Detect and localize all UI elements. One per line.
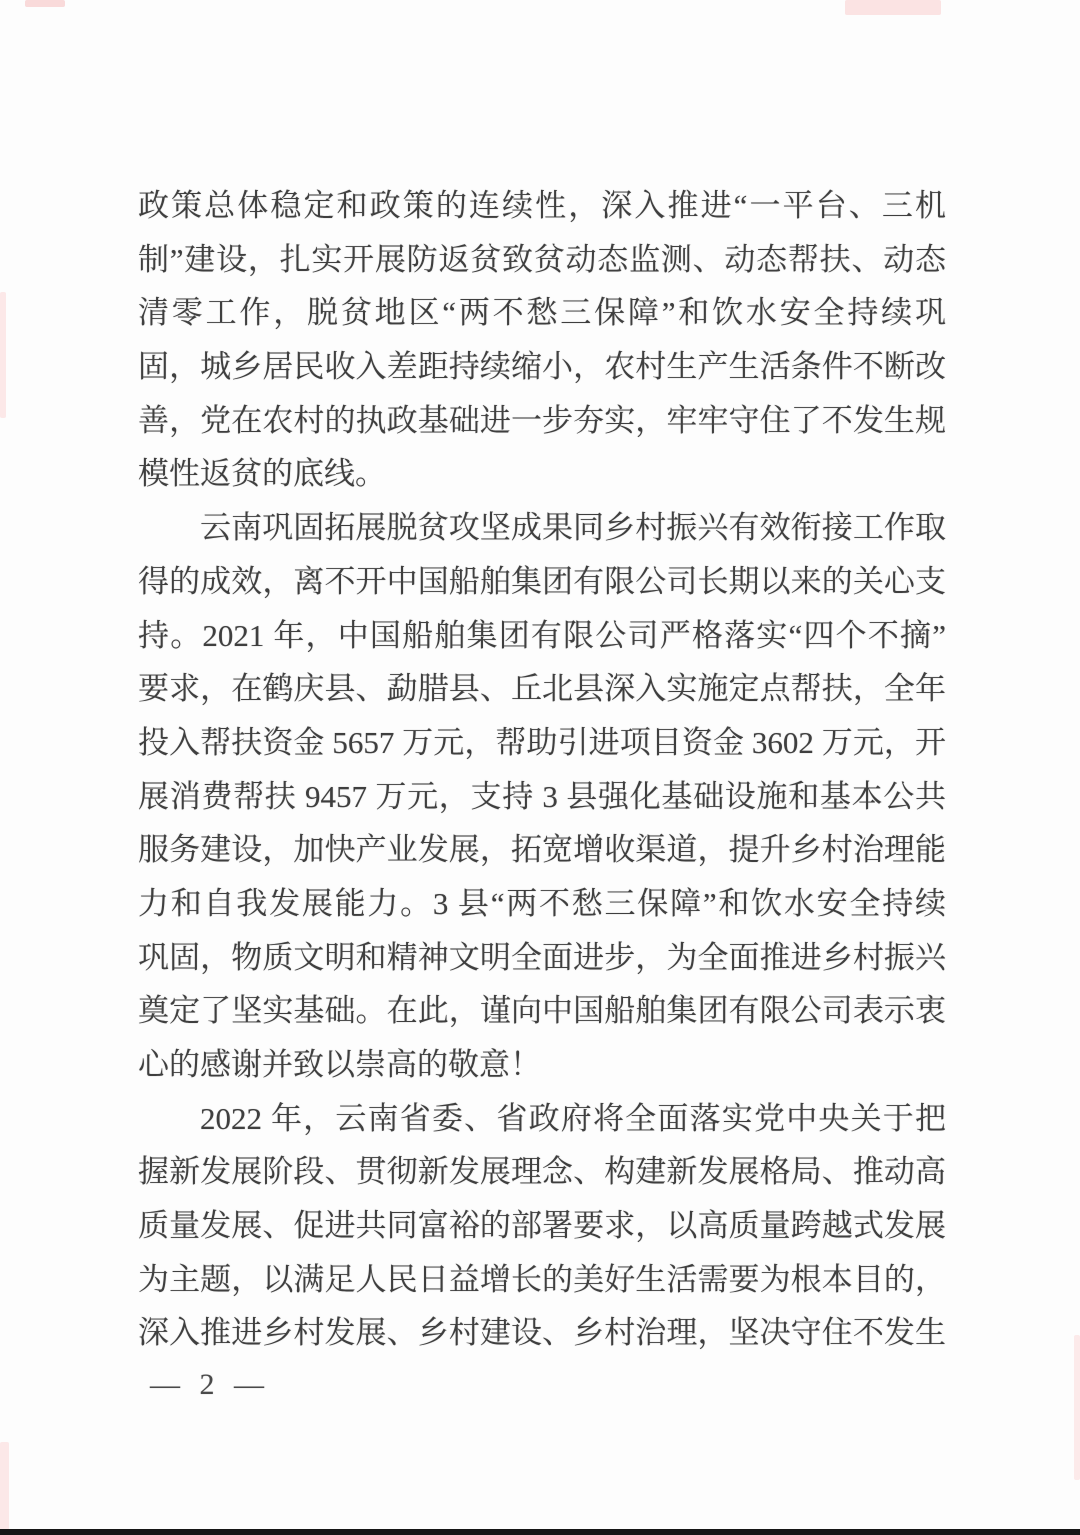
text-line: 制”建设，扎实开展防返贫致贫动态监测、动态帮扶、动态 [138,241,946,277]
text-line: 投入帮扶资金 5657 万元，帮助引进项目资金 3602 万元，开 [138,724,946,760]
text-line: 巩固，物质文明和精神文明全面进步，为全面推进乡村振兴 [138,939,946,975]
scan-artifact [25,0,65,7]
text-line: 服务建设，加快产业发展，拓宽增收渠道，提升乡村治理能 [138,832,946,868]
text-line: 展消费帮扶 9457 万元，支持 3 县强化基础设施和基本公共 [138,778,946,814]
text-line: 政策总体稳定和政策的连续性，深入推进“一平台、三机 [138,188,946,223]
text-line: 得的成效，离不开中国船舶集团有限公司长期以来的关心支 [138,563,946,599]
text-line: 握新发展阶段、贯彻新发展理念、构建新发展格局、推动高 [138,1154,946,1190]
document-body [138,179,946,1360]
text-line: 心的感谢并致以崇高的敬意！ [138,1047,541,1082]
text-line: 要求，在鹤庆县、勐腊县、丘北县深入实施定点帮扶，全年 [138,671,946,707]
scan-artifact [1074,1335,1080,1480]
scan-artifact [0,292,6,418]
text-line: 善，党在农村的执政基础进一步夯实，牢牢守住了不发生规 [138,402,946,438]
paragraph [138,501,946,1092]
text-line: 云南巩固拓展脱贫攻坚成果同乡村振兴有效衔接工作取 [200,510,946,546]
text-line: 固，城乡居民收入差距持续缩小，农村生产生活条件不断改 [138,349,946,385]
text-line: 持。2021 年，中国船舶集团有限公司严格落实“四个不摘” [138,617,946,653]
text-line: 质量发展、促进共同富裕的部署要求，以高质量跨越式发展 [138,1208,946,1244]
text-line: 清零工作，脱贫地区“两不愁三保障”和饮水安全持续巩 [138,295,946,331]
scan-artifact [845,0,941,15]
text-line: 深入推进乡村发展、乡村建设、乡村治理，坚决守住不发生 [138,1315,946,1351]
screenshot-bottom-edge [0,1529,1080,1535]
text-line: 模性返贫的底线。 [138,456,386,492]
text-line: 为主题，以满足人民日益增长的美好生活需要为根本目的， [138,1261,946,1297]
text-line: 力和自我发展能力。3 县“两不愁三保障”和饮水安全持续 [138,885,946,921]
scan-artifact [0,1442,9,1530]
paragraph [138,1092,946,1360]
page-number: — 2 — [150,1368,270,1401]
text-line: 2022 年，云南省委、省政府将全面落实党中央关于把 [200,1100,946,1136]
paragraph [138,179,946,501]
text-line: 奠定了坚实基础。在此，谨向中国船舶集团有限公司表示衷 [138,993,946,1029]
